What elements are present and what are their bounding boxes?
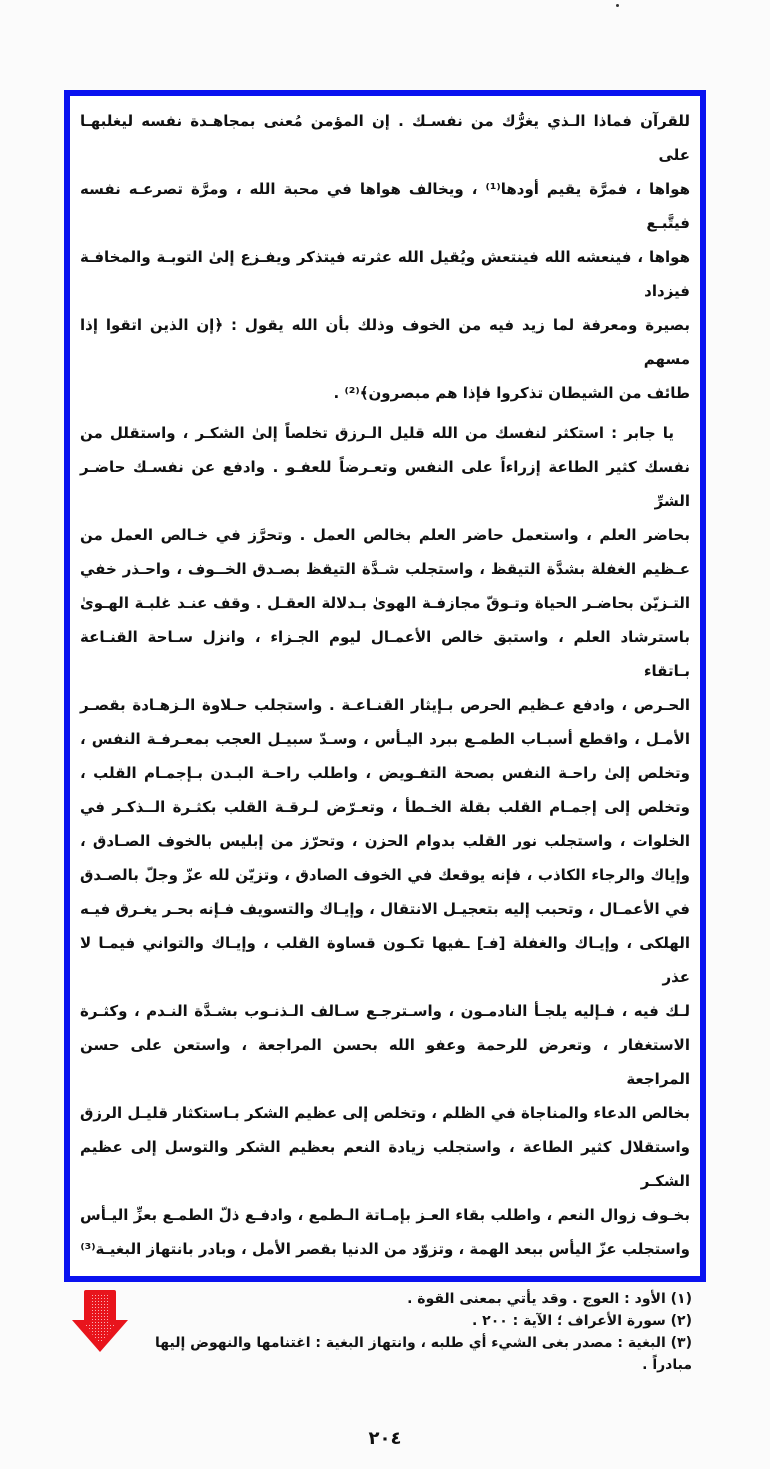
text-line: وإياك والرجاء الكاذب ، فإنه يوقعك في الخوف الصادق ، وتزيّن لله عزّ وجلّ بالصـدق xyxy=(80,866,690,884)
text-line: الخلوات ، واستجلب نور القلب بدوام الحزن ، وتحرّز من إبليس بالخوف الصـادق ، xyxy=(80,832,690,850)
text-line: وتخلص إلى إجمـام القلب بقلة الخـطأ ، وتعـرّض لـرقـة القلب بكثـرة الــذكـر في xyxy=(80,798,690,816)
text-line: هواها ، فمرَّة يقيم أودها⁽¹⁾ ، ويخالف هواها في محبة الله ، ومرَّة تصرعـه نفسه فيتَّبـع xyxy=(80,180,691,232)
text-line: بخـوف زوال النعم ، واطلب بقاء العـز بإمـاتة الـطمع ، وادفـع ذلّ الطمـع بعزِّ اليـأس xyxy=(80,1206,690,1224)
page-footer xyxy=(64,1282,706,1469)
text-line: واستقلال كثير الطاعة ، واستجلب زيادة النعم بعظيم الشكر والتوسل إلى عظيم الشكـر xyxy=(80,1138,690,1190)
text-line: لـك فيه ، فـإليه يلجـأ النادمـون ، واسـترجـع سـالف الـذنـوب بشـدَّة النـدم ، وكثـرة xyxy=(80,1002,690,1020)
text-line: في الأعمـال ، وتحبب إليه بتعجيـل الانتقال ، وإيـاك والتسويف فـإنه بحـر يغـرق فيـه xyxy=(80,900,690,918)
text-line: للقرآن فماذا الـذي يغرُّك من نفسـك . إن المؤمن مُعنى بمجاهـدة نفسه ليغلبهـا على xyxy=(80,112,690,164)
text-line: بصيرة ومعرفة لما زيد فيه من الخوف وذلك بأن الله يقول : ﴿إن الذين اتقوا إذا مسهم xyxy=(80,316,690,368)
footnotes xyxy=(136,1288,692,1376)
text-line: بخالص الدعاء والمناجاة في الظلم ، وتخلص إلى عظيم الشكر بـاستكثار قليـل الرزق xyxy=(80,1104,690,1122)
text-frame xyxy=(64,90,706,1282)
footnote-3: (٣) البغية : مصدر بغى الشيء أي طلبه ، وانتهاز البغية : اغتنامها والنهوض إليها مبادراً . xyxy=(155,1335,692,1373)
paragraph-1 xyxy=(80,104,690,410)
text-line: الاستغفار ، وتعرض للرحمة وعفو الله بحسن المراجعة ، واستعن على حسن المراجعة xyxy=(80,1036,690,1088)
text-line: وتخلص إلىٰ راحـة النفس بصحة التفـويض ، واطلب راحـة البـدن بـإجمـام القلب ، xyxy=(80,764,690,782)
text-line: هواها ، فينعشه الله فينتعش ويُقيل الله عثرته فيتذكر ويفـزع إلىٰ التوبـة والمخافـة فيزداد xyxy=(80,248,690,300)
text-line: طائف من الشيطان تذكروا فإذا هم مبصرون﴾⁽²⁾ . xyxy=(333,384,690,402)
page-number: ٢٠٤ xyxy=(368,1428,402,1449)
text-line: الأمـل ، واقطع أسبـاب الطمـع ببرد اليـأس ، وسـدّ سبيـل العجب بمعـرفـة النفس ، xyxy=(80,730,690,748)
scan-speck xyxy=(616,4,619,7)
text-line: الحـرص ، وادفع عـظيم الحرص بـإيثار القنـاعـة . واستجلب حـلاوة الـزهـادة بقصـر xyxy=(80,696,690,714)
text-line: عـظيم الغفلة بشدَّة التيقظ ، واستجلب شـدَّة التيقظ بصـدق الخــوف ، واحـذر خفي xyxy=(80,560,690,578)
paragraph-2 xyxy=(80,416,690,1266)
text-line: بحاضر العلم ، واستعمل حاضر العلم بخالص العمل . وتحرَّز في خـالص العمل من xyxy=(80,526,690,544)
text-line: واستجلب عزّ اليأس ببعد الهمة ، وتزوّد من الدنيا بقصر الأمل ، وبادر بانتهاز البغيـة⁽³⁾ xyxy=(80,1240,690,1258)
text-line: باسترشاد العلم ، واستبق خالص الأعمـال ليوم الجـزاء ، وانزل سـاحة القنـاعة بـاتقاء xyxy=(80,628,690,680)
footnote-1: (١) الأود : العوج . وقد يأتي بمعنى القوة . xyxy=(407,1291,692,1307)
text-line: يا جابر : استكثر لنفسك من الله قليل الـرزق تخلصاً إلىٰ الشكـر ، واستقلل من xyxy=(80,424,674,442)
text-line: نفسك كثير الطاعة إزراءاً على النفس وتعـرضاً للعفـو . وادفع عن نفسـك حاضـر الشرِّ xyxy=(80,458,690,510)
text-line: الهلكى ، وإيـاك والغفلة [فـ] ـفيها تكـون قساوة القلب ، وإيـاك والتواني فيمـا لا عذر xyxy=(80,934,690,986)
footnote-2: (٢) سورة الأعراف ؛ الآية : ٢٠٠ . xyxy=(471,1313,692,1329)
text-line: التـزيّن بحاضـر الحياة وتـوقّ مجازفـة الهوىٰ بـدلالة العقـل . وقف عنـد غلبـة الهـوىٰ xyxy=(80,594,690,612)
arrow-down-icon[interactable] xyxy=(70,1288,130,1354)
